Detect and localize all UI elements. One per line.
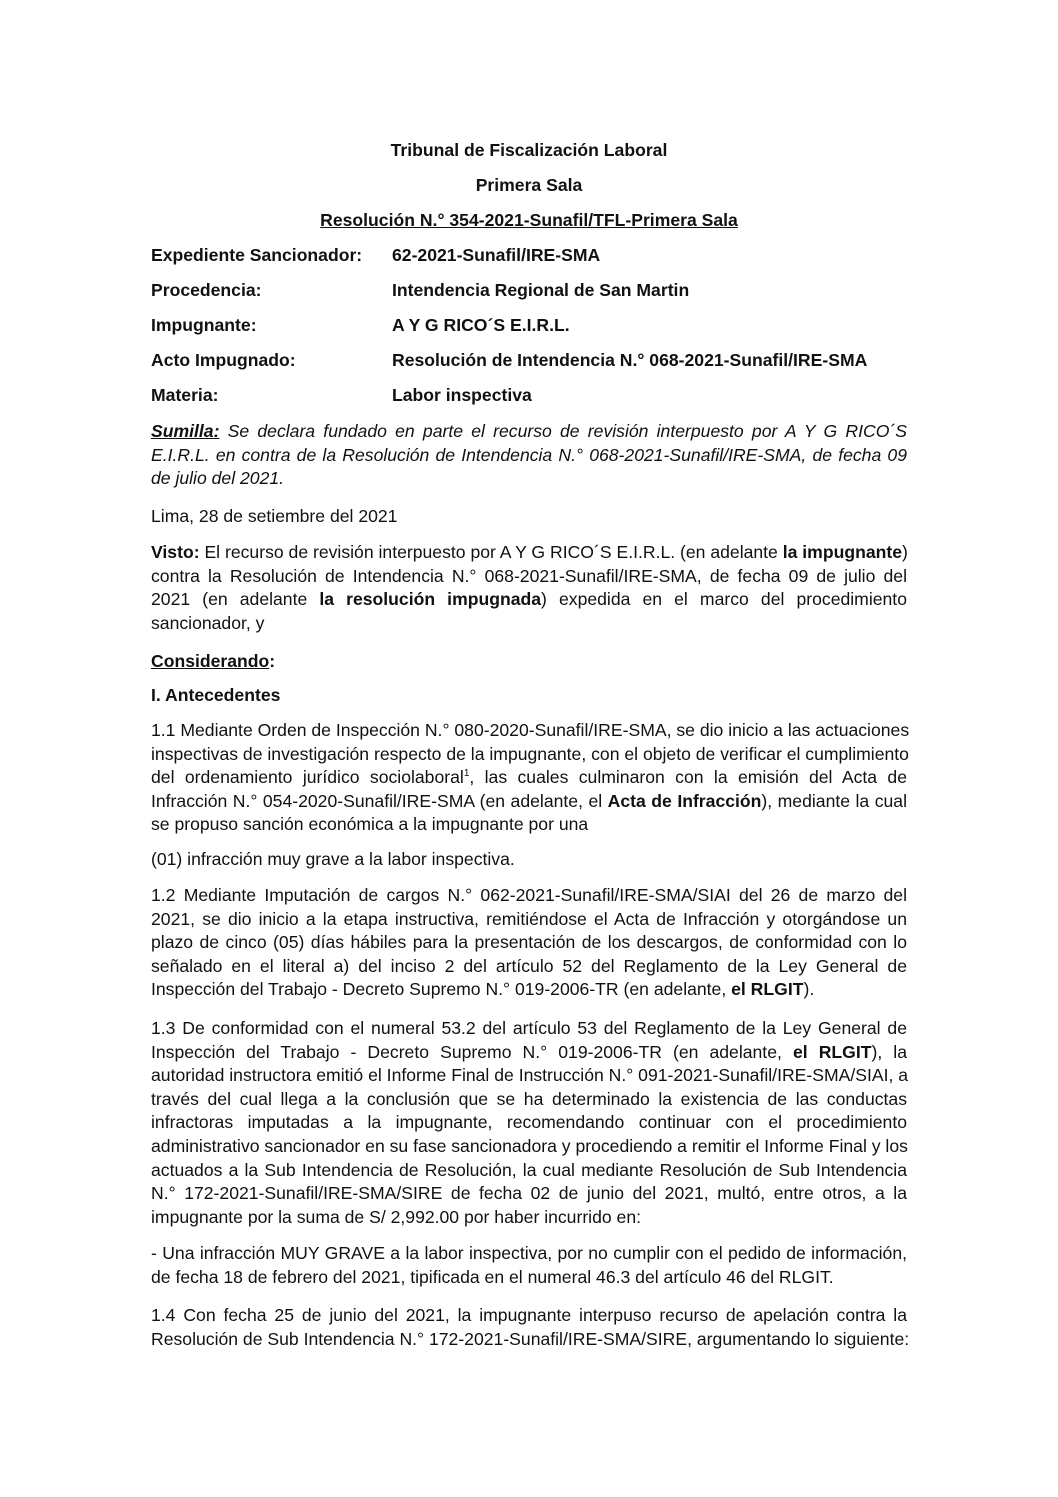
paragraph-1-3 bbox=[151, 1017, 907, 1229]
meta-label: Acto Impugnado: bbox=[151, 350, 296, 370]
meta-value: Intendencia Regional de San Martin bbox=[392, 280, 690, 300]
visto-bold-term: la impugnante bbox=[782, 542, 902, 562]
considerando-heading bbox=[151, 650, 907, 674]
paragraph-line: 2021, se dio inicio a la etapa instructiva, remitiéndose el Acta de Infracción y otorgándose un bbox=[151, 908, 907, 929]
paragraph-line: autoridad instructora emitió el Informe Final de Instrucción N.° 091-2021-Sunafil/IRE-SMA/SIAI, a bbox=[151, 1065, 909, 1086]
paragraph-line: se propuso sanción económica a la impugnante por una bbox=[151, 814, 589, 835]
paragraph-text: ), la bbox=[871, 1041, 907, 1062]
paragraph-1-1 bbox=[151, 719, 910, 837]
visto-text: ) bbox=[902, 542, 908, 562]
visto-text: ) expedida en el marco del procedimiento bbox=[541, 589, 907, 610]
visto-label: Visto: bbox=[151, 542, 200, 562]
sumilla-paragraph bbox=[151, 420, 907, 491]
paragraph-line: Resolución de Sub Intendencia N.° 172-2021-Sunafil/IRE-SMA/SIRE, argumentando lo siguiente: bbox=[151, 1328, 910, 1349]
antecedentes-heading: I. Antecedentes bbox=[151, 685, 281, 705]
paragraph-line: actuados a la Sub Intendencia de Resolución, la cual mediante Resolución de Sub Intendencia bbox=[151, 1159, 907, 1180]
paragraph-line: señalado en el literal a) del inciso 2 del artículo 52 del Reglamento de la Ley General de bbox=[151, 955, 907, 976]
bold-term: Acta de Infracción bbox=[607, 790, 762, 811]
meta-value: Resolución de Intendencia N.° 068-2021-Sunafil/IRE-SMA bbox=[392, 350, 868, 370]
paragraph-1-1-continued: (01) infracción muy grave a la labor inspectiva. bbox=[151, 849, 515, 869]
meta-label: Materia: bbox=[151, 385, 219, 405]
visto-text: 2021 (en adelante bbox=[151, 589, 320, 610]
paragraph-text: Inspección del Trabajo - Decreto Supremo N.° 019-2006-TR (en adelante, bbox=[151, 1041, 793, 1062]
paragraph-line: plazo de cinco (05) días hábiles para la presentación de los descargos, de conformidad con lo bbox=[151, 932, 907, 953]
paragraph-text: ), mediante la cual bbox=[761, 790, 907, 811]
paragraph-line: impugnante por la suma de S/ 2,992.00 por haber incurrido en: bbox=[151, 1206, 642, 1227]
paragraph-text: ). bbox=[803, 979, 815, 1000]
paragraph-text: Infracción N.° 054-2020-Sunafil/IRE-SMA (en adelante, el bbox=[151, 790, 608, 811]
paragraph-line: 1.2 Mediante Imputación de cargos N.° 062-2021-Sunafil/IRE-SMA/SIAI del 26 de marzo del bbox=[151, 885, 907, 905]
visto-text: sancionador, y bbox=[151, 612, 265, 633]
meta-value: 62-2021-Sunafil/IRE-SMA bbox=[392, 245, 601, 265]
meta-label: Impugnante: bbox=[151, 315, 257, 335]
paragraph-1-2 bbox=[151, 884, 907, 1002]
considerando-colon: : bbox=[269, 651, 276, 671]
visto-paragraph bbox=[151, 541, 907, 635]
bold-term: el RLGIT bbox=[731, 979, 804, 1000]
visto-bold-term: la resolución impugnada bbox=[319, 589, 542, 610]
paragraph-line: inspectivas de investigación respecto de la impugnante, con el objeto de verificar el cumplimiento bbox=[151, 743, 909, 764]
date-line: Lima, 28 de setiembre del 2021 bbox=[151, 506, 398, 526]
bold-term: el RLGIT bbox=[792, 1041, 872, 1062]
paragraph-text: Inspección del Trabajo - Decreto Supremo N.° 019-2006-TR (en adelante, bbox=[151, 979, 732, 1000]
paragraph-line: administrativo sancionador en su fase sancionadora y procediendo a remitir el Informe Final y los bbox=[151, 1135, 908, 1156]
tribunal-heading: Tribunal de Fiscalización Laboral bbox=[390, 140, 668, 160]
meta-label: Expediente Sancionador: bbox=[151, 245, 363, 265]
footnote-reference[interactable]: 1 bbox=[463, 768, 470, 780]
paragraph-line: través del cual llega a la conclusión que se ha determinado la existencia de las conductas bbox=[151, 1088, 907, 1109]
paragraph-line: N.° 172-2021-Sunafil/IRE-SMA/SIRE de fecha 02 de junio del 2021, multó, entre otros, a la bbox=[151, 1183, 907, 1204]
paragraph-text: , las cuales culminaron con la emisión del Acta de bbox=[469, 767, 908, 788]
paragraph-text: del ordenamiento jurídico sociolaboral bbox=[151, 767, 464, 788]
paragraph-1-4 bbox=[151, 1304, 910, 1351]
sumilla-label: Sumilla: bbox=[151, 421, 220, 441]
paragraph-line: 1.3 De conformidad con el numeral 53.2 del artículo 53 del Reglamento de la Ley General de bbox=[151, 1018, 907, 1038]
paragraph-infraction-item bbox=[151, 1242, 907, 1289]
paragraph-line: infractoras imputadas a la impugnante, recomendando continuar con el procedimiento bbox=[151, 1112, 907, 1133]
visto-text: El recurso de revisión interpuesto por A Y G RICO´S E.I.R.L. (en adelante bbox=[199, 542, 783, 562]
resolution-number-heading: Resolución N.° 354-2021-Sunafil/TFL-Primera Sala bbox=[320, 210, 738, 230]
sumilla-text: Se declara fundado en parte el recurso de revisión interpuesto por A Y G RICO´S bbox=[219, 421, 907, 441]
visto-text: contra la Resolución de Intendencia N.° 068-2021-Sunafil/IRE-SMA, de fecha 09 de julio del bbox=[151, 565, 907, 586]
sala-heading: Primera Sala bbox=[475, 175, 583, 195]
paragraph-line: - Una infracción MUY GRAVE a la labor inspectiva, por no cumplir con el pedido de información, bbox=[151, 1243, 907, 1263]
sumilla-text: E.I.R.L. en contra de la Resolución de Intendencia N.° 068-2021-Sunafil/IRE-SMA, de fecha 09 bbox=[151, 444, 907, 465]
considerando-label: Considerando bbox=[151, 651, 270, 671]
meta-value: A Y G RICO´S E.I.R.L. bbox=[392, 315, 570, 335]
sumilla-text: de julio del 2021. bbox=[151, 468, 285, 489]
paragraph-line: 1.4 Con fecha 25 de junio del 2021, la impugnante interpuso recurso de apelación contra la bbox=[151, 1305, 907, 1325]
meta-label: Procedencia: bbox=[151, 280, 262, 300]
paragraph-line: 1.1 Mediante Orden de Inspección N.° 080-2020-Sunafil/IRE-SMA, se dio inicio a las actuaciones bbox=[151, 720, 910, 740]
meta-value: Labor inspectiva bbox=[392, 385, 532, 405]
paragraph-line: de fecha 18 de febrero del 2021, tipificada en el numeral 46.3 del artículo 46 del RLGIT. bbox=[151, 1266, 834, 1287]
